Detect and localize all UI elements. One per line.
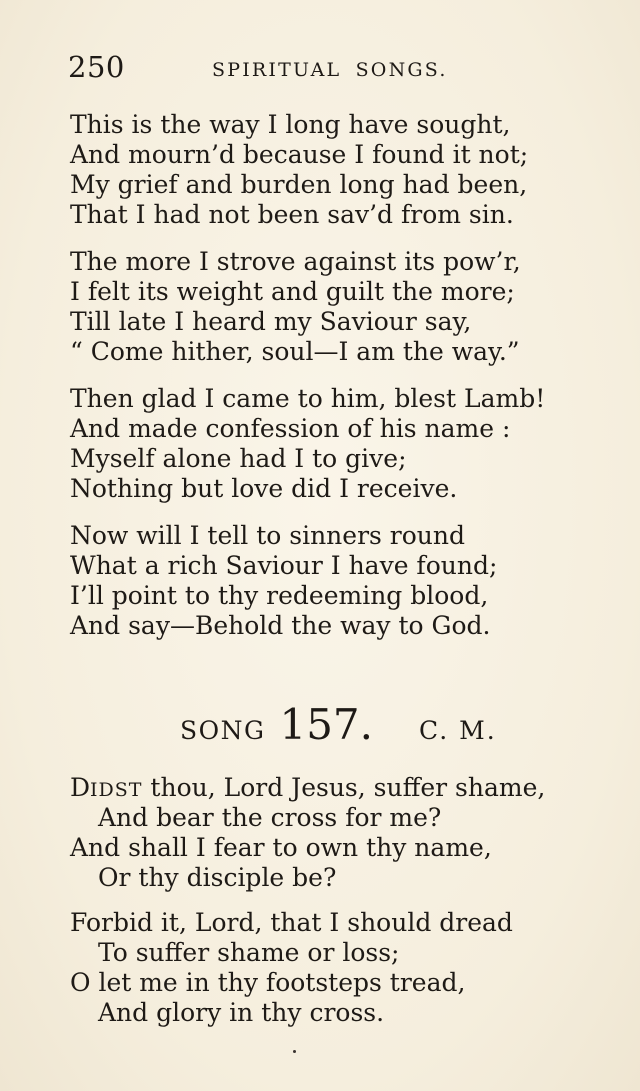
verse-line: Myself alone had I to give; bbox=[70, 444, 407, 473]
verse-line: And bear the cross for me? bbox=[98, 803, 442, 832]
song-number: 157. bbox=[279, 700, 373, 749]
verse-line: I felt its weight and guilt the more; bbox=[70, 277, 515, 306]
verse-line: O let me in thy footsteps tread, bbox=[70, 968, 466, 997]
verse-line: And mourn’d because I found it not; bbox=[70, 140, 529, 169]
verse-line: What a rich Saviour I have found; bbox=[70, 551, 498, 580]
verse-line: The more I strove against its pow’r, bbox=[70, 247, 521, 276]
verse-line: To suffer shame or loss; bbox=[98, 938, 400, 967]
song-meter: C. M. bbox=[418, 716, 497, 745]
verse-line: That I had not been sav’d from sin. bbox=[70, 200, 514, 229]
verse-line: Now will I tell to sinners round bbox=[70, 521, 466, 550]
drop-initial: D bbox=[70, 773, 91, 802]
line-remainder: thou, Lord Jesus, suffer shame, bbox=[142, 773, 546, 802]
verse-line: Then glad I came to him, blest Lamb! bbox=[70, 384, 546, 413]
song-heading bbox=[180, 700, 497, 749]
verse-line: I’ll point to thy redeeming blood, bbox=[70, 581, 489, 610]
verse-line: Till late I heard my Saviour say, bbox=[70, 307, 472, 336]
verse-line: Forbid it, Lord, that I should dread bbox=[70, 908, 513, 937]
song-label: SONG bbox=[180, 716, 266, 745]
ink-speck bbox=[293, 1050, 296, 1053]
verse-line: My grief and burden long had been, bbox=[70, 170, 528, 199]
small-caps-word: IDST bbox=[90, 779, 143, 801]
verse-line: This is the way I long have sought, bbox=[70, 110, 511, 139]
verse-line: Or thy disciple be? bbox=[98, 863, 337, 892]
page-number: 250 bbox=[68, 50, 125, 84]
verse-line: And glory in thy cross. bbox=[98, 998, 385, 1027]
verse-line: And say—Behold the way to God. bbox=[70, 611, 491, 640]
verse-line: Nothing but love did I receive. bbox=[70, 474, 458, 503]
running-title: SPIRITUAL SONGS. bbox=[212, 59, 448, 81]
verse-line-dropcap bbox=[70, 773, 545, 805]
page-header bbox=[68, 50, 488, 86]
verse-line: “ Come hither, soul—I am the way.” bbox=[70, 337, 520, 366]
verse-line: And shall I fear to own thy name, bbox=[70, 833, 492, 862]
verse-line: And made confession of his name : bbox=[70, 414, 511, 443]
